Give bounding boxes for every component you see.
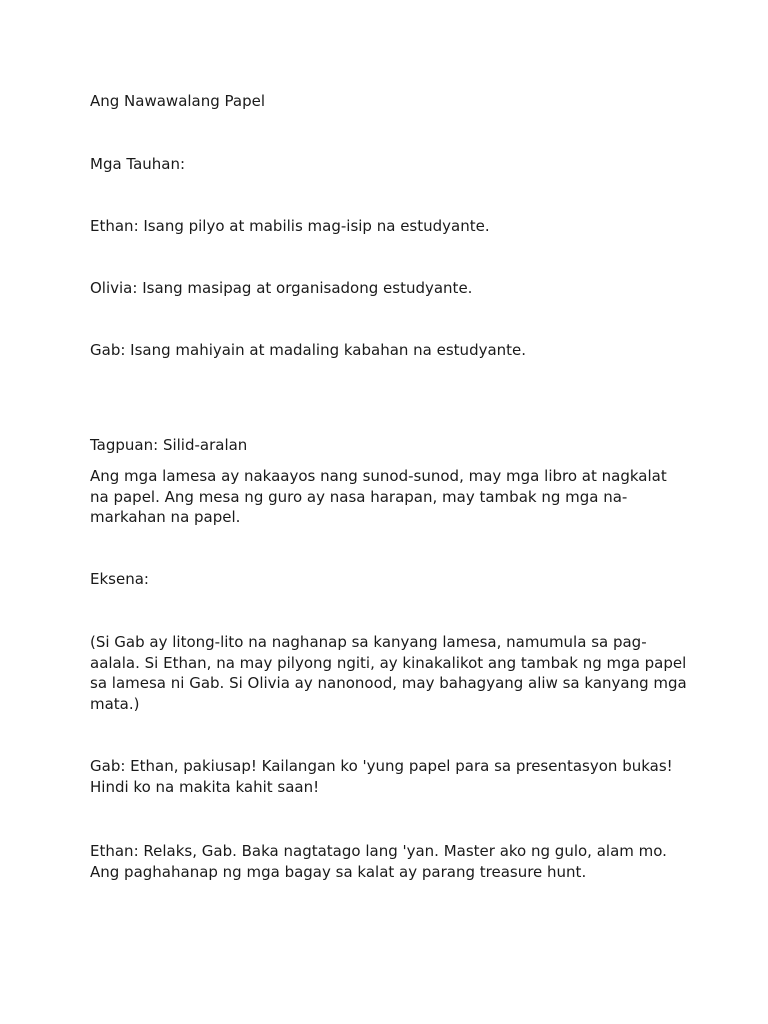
- dialogue-line-ethan: Ethan: Relaks, Gab. Baka nagtatago lang 'yan. Master ako ng gulo, alam mo. Ang paghahanap ng mga bagay sa kalat ay parang treasure hunt.: [90, 842, 667, 881]
- character-ethan: Ethan: Isang pilyo at mabilis mag-isip na estudyante.: [90, 217, 490, 235]
- dialogue-line-gab: Gab: Ethan, pakiusap! Kailangan ko 'yung papel para sa presentasyon bukas! Hindi ko na makita kahit saan!: [90, 757, 673, 796]
- character-gab: Gab: Isang mahiyain at madaling kabahan na estudyante.: [90, 341, 527, 359]
- setting-heading: Tagpuan: Silid-aralan: [90, 436, 248, 454]
- document-title: Ang Nawawalang Papel: [90, 92, 266, 110]
- characters-heading: Mga Tauhan:: [90, 155, 186, 173]
- setting-description: Ang mga lamesa ay nakaayos nang sunod-sunod, may mga libro at nagkalat na papel. Ang mesa ng guro ay nasa harapan, may tambak ng mga na-markahan na papel.: [90, 467, 667, 526]
- stage-direction: (Si Gab ay litong-lito na naghanap sa kanyang lamesa, namumula sa pag-aalala. Si Ethan, na may pilyong ngiti, ay kinakalikot ang tambak ng mga papel sa lamesa ni Gab. Si Olivia ay nanonood, may bahagyang aliw sa kanyang mga mata.): [90, 633, 687, 713]
- character-olivia: Olivia: Isang masipag at organisadong estudyante.: [90, 279, 473, 297]
- scene-heading: Eksena:: [90, 570, 149, 588]
